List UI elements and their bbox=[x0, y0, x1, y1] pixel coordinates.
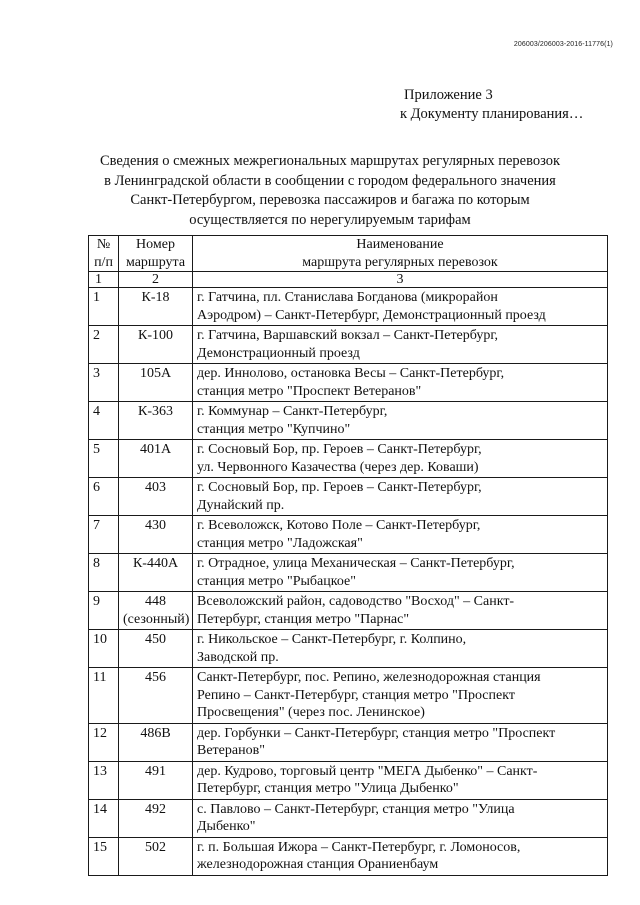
route-name-line: Аэродром) – Санкт-Петербург, Демонстрационный проезд bbox=[197, 307, 546, 323]
route-number bbox=[119, 592, 193, 630]
route-name bbox=[193, 554, 608, 592]
column-number-3: 3 bbox=[193, 272, 608, 288]
table-row bbox=[89, 364, 608, 402]
route-name-line: дер. Иннолово, остановка Весы – Санкт-Петербург, bbox=[197, 366, 505, 381]
route-number-text: 448 bbox=[145, 594, 166, 609]
row-index: 10 bbox=[89, 630, 119, 668]
route-name-line: г. Гатчина, Варшавский вокзал – Санкт-Петербург, bbox=[197, 328, 499, 343]
route-name-line: г. Отрадное, улица Механическая – Санкт-Петербург, bbox=[197, 556, 515, 571]
routes-table-body bbox=[89, 288, 608, 876]
table-row bbox=[89, 402, 608, 440]
route-number-text: 430 bbox=[145, 518, 166, 533]
row-index: 4 bbox=[89, 402, 119, 440]
appendix-line-2: к Документу планирования… bbox=[400, 106, 584, 122]
route-number bbox=[119, 288, 193, 326]
route-name-line: г. Сосновый Бор, пр. Героев – Санкт-Петербург, bbox=[197, 480, 482, 495]
row-index: 12 bbox=[89, 723, 119, 761]
route-number-text: К-363 bbox=[138, 404, 173, 419]
route-name-line: г. Никольское – Санкт-Петербург, г. Колпино, bbox=[197, 632, 467, 647]
route-name bbox=[193, 364, 608, 402]
route-number-text: К-440А bbox=[132, 556, 179, 571]
route-name bbox=[193, 402, 608, 440]
header-name-line-1: Наименование bbox=[356, 237, 444, 252]
route-number bbox=[119, 402, 193, 440]
title-line-2: в Ленинградской области в сообщении с городом федерального значения bbox=[104, 172, 556, 189]
route-name-line: Демонстрационный проезд bbox=[197, 345, 360, 361]
table-row bbox=[89, 837, 608, 875]
route-number-text: 401А bbox=[139, 442, 172, 457]
row-index: 2 bbox=[89, 326, 119, 364]
route-name bbox=[193, 630, 608, 668]
route-name bbox=[193, 478, 608, 516]
row-index: 11 bbox=[89, 668, 119, 724]
route-number-text: 450 bbox=[145, 632, 166, 647]
column-number-row bbox=[89, 272, 608, 288]
route-number-text: 486В bbox=[140, 725, 171, 741]
table-row bbox=[89, 516, 608, 554]
route-name-line: станция метро "Проспект Ветеранов" bbox=[197, 383, 422, 399]
route-number bbox=[119, 478, 193, 516]
row-index: 7 bbox=[89, 516, 119, 554]
header-route-name bbox=[193, 236, 608, 272]
route-number-text: К-100 bbox=[138, 328, 173, 343]
row-index: 6 bbox=[89, 478, 119, 516]
header-name-line-2: маршрута регулярных перевозок bbox=[302, 254, 498, 270]
route-name bbox=[193, 837, 608, 875]
row-index: 1 bbox=[89, 288, 119, 326]
route-number-text: 403 bbox=[145, 480, 166, 495]
route-name-line: железнодорожная станция Ораниенбаум bbox=[197, 857, 439, 872]
appendix-line-1: Приложение 3 bbox=[404, 87, 493, 103]
row-index: 15 bbox=[89, 837, 119, 875]
route-name bbox=[193, 288, 608, 326]
route-number bbox=[119, 554, 193, 592]
title-line-1: Сведения о смежных межрегиональных маршрутах регулярных перевозок bbox=[99, 153, 561, 169]
route-number bbox=[119, 630, 193, 668]
route-name bbox=[193, 592, 608, 630]
route-name bbox=[193, 723, 608, 761]
route-name-line: ул. Червонного Казачества (через дер. Коваши) bbox=[197, 459, 479, 475]
table-row bbox=[89, 554, 608, 592]
header-route-line-1: Номер bbox=[136, 237, 175, 252]
route-number bbox=[119, 799, 193, 837]
row-index: 9 bbox=[89, 592, 119, 630]
route-number-text: 492 bbox=[145, 801, 166, 817]
route-name-line: г. п. Большая Ижора – Санкт-Петербург, г. Ломоносов, bbox=[197, 839, 521, 855]
column-number-2: 2 bbox=[119, 272, 193, 288]
route-name-line: дер. Кудрово, торговый центр "МЕГА Дыбенко" – Санкт- bbox=[197, 763, 538, 779]
route-name-line: г. Коммунар – Санкт-Петербург, bbox=[197, 404, 388, 419]
route-number bbox=[119, 364, 193, 402]
route-number bbox=[119, 668, 193, 724]
route-name-line: Репино – Санкт-Петербург, станция метро "Проспект bbox=[197, 687, 515, 703]
route-number-text: 456 bbox=[145, 670, 166, 685]
header-index-line-1: № bbox=[96, 237, 111, 252]
route-name bbox=[193, 326, 608, 364]
route-name-line: Петербург, станция метро "Улица Дыбенко" bbox=[197, 781, 459, 796]
route-name bbox=[193, 516, 608, 554]
route-number bbox=[119, 516, 193, 554]
route-name-line: Просвещения" (через пос. Ленинское) bbox=[197, 705, 425, 720]
route-number-text: 502 bbox=[145, 839, 166, 855]
table-row bbox=[89, 799, 608, 837]
row-index: 5 bbox=[89, 440, 119, 478]
route-number-text: 491 bbox=[145, 763, 166, 779]
route-name bbox=[193, 440, 608, 478]
row-index: 14 bbox=[89, 799, 119, 837]
route-name-line: Ветеранов" bbox=[197, 743, 265, 758]
table-row bbox=[89, 288, 608, 326]
document-title bbox=[60, 152, 600, 230]
document-id: 206003/206003-2016-11776(1) bbox=[513, 41, 613, 48]
route-name bbox=[193, 761, 608, 799]
header-route-number bbox=[119, 236, 193, 272]
table-row bbox=[89, 478, 608, 516]
row-index: 8 bbox=[89, 554, 119, 592]
header-index bbox=[89, 236, 119, 272]
table-row bbox=[89, 761, 608, 799]
route-name-line: г. Всеволожск, Котово Поле – Санкт-Петербург, bbox=[197, 518, 481, 533]
route-name-line: станция метро "Ладожская" bbox=[197, 535, 363, 551]
route-number-text: К-18 bbox=[141, 290, 170, 305]
route-number bbox=[119, 326, 193, 364]
routes-table bbox=[88, 235, 608, 876]
route-name-line: Санкт-Петербург, пос. Репино, железнодорожная станция bbox=[197, 670, 541, 685]
header-route-line-2: маршрута bbox=[125, 254, 186, 270]
route-name bbox=[193, 668, 608, 724]
route-name bbox=[193, 799, 608, 837]
route-number-text: 105А bbox=[139, 366, 172, 381]
route-name-line: станция метро "Купчино" bbox=[197, 421, 351, 437]
route-name-line: Петербург, станция метро "Парнас" bbox=[197, 611, 410, 627]
route-number bbox=[119, 723, 193, 761]
route-name-line: г. Сосновый Бор, пр. Героев – Санкт-Петербург, bbox=[197, 442, 482, 457]
route-number bbox=[119, 761, 193, 799]
row-index: 13 bbox=[89, 761, 119, 799]
appendix-heading bbox=[400, 86, 583, 124]
table-row bbox=[89, 592, 608, 630]
table-row bbox=[89, 668, 608, 724]
route-name-line: Заводской пр. bbox=[197, 649, 279, 665]
row-index: 3 bbox=[89, 364, 119, 402]
table-row bbox=[89, 440, 608, 478]
table-row bbox=[89, 326, 608, 364]
table-header-row bbox=[89, 236, 608, 272]
column-number-1: 1 bbox=[89, 272, 119, 288]
route-name-line: Дыбенко" bbox=[197, 819, 256, 834]
route-number-note: (сезонный) bbox=[123, 611, 190, 627]
route-number bbox=[119, 440, 193, 478]
route-name-line: станция метро "Рыбацкое" bbox=[197, 573, 356, 589]
route-name-line: с. Павлово – Санкт-Петербург, станция метро "Улица bbox=[197, 801, 515, 817]
route-number bbox=[119, 837, 193, 875]
route-name-line: Всеволожский район, садоводство "Восход" – Санкт- bbox=[197, 594, 515, 609]
route-name-line: Дунайский пр. bbox=[197, 497, 285, 513]
route-name-line: дер. Горбунки – Санкт-Петербург, станция метро "Проспект bbox=[197, 725, 556, 741]
header-index-line-2: п/п bbox=[94, 254, 113, 270]
route-name-line: г. Гатчина, пл. Станислава Богданова (микрорайон bbox=[197, 290, 498, 305]
table-row bbox=[89, 723, 608, 761]
title-line-4: осуществляется по нерегулируемым тарифам bbox=[189, 211, 471, 228]
title-line-3: Санкт-Петербургом, перевозка пассажиров и багажа по которым bbox=[130, 192, 530, 208]
table-row bbox=[89, 630, 608, 668]
